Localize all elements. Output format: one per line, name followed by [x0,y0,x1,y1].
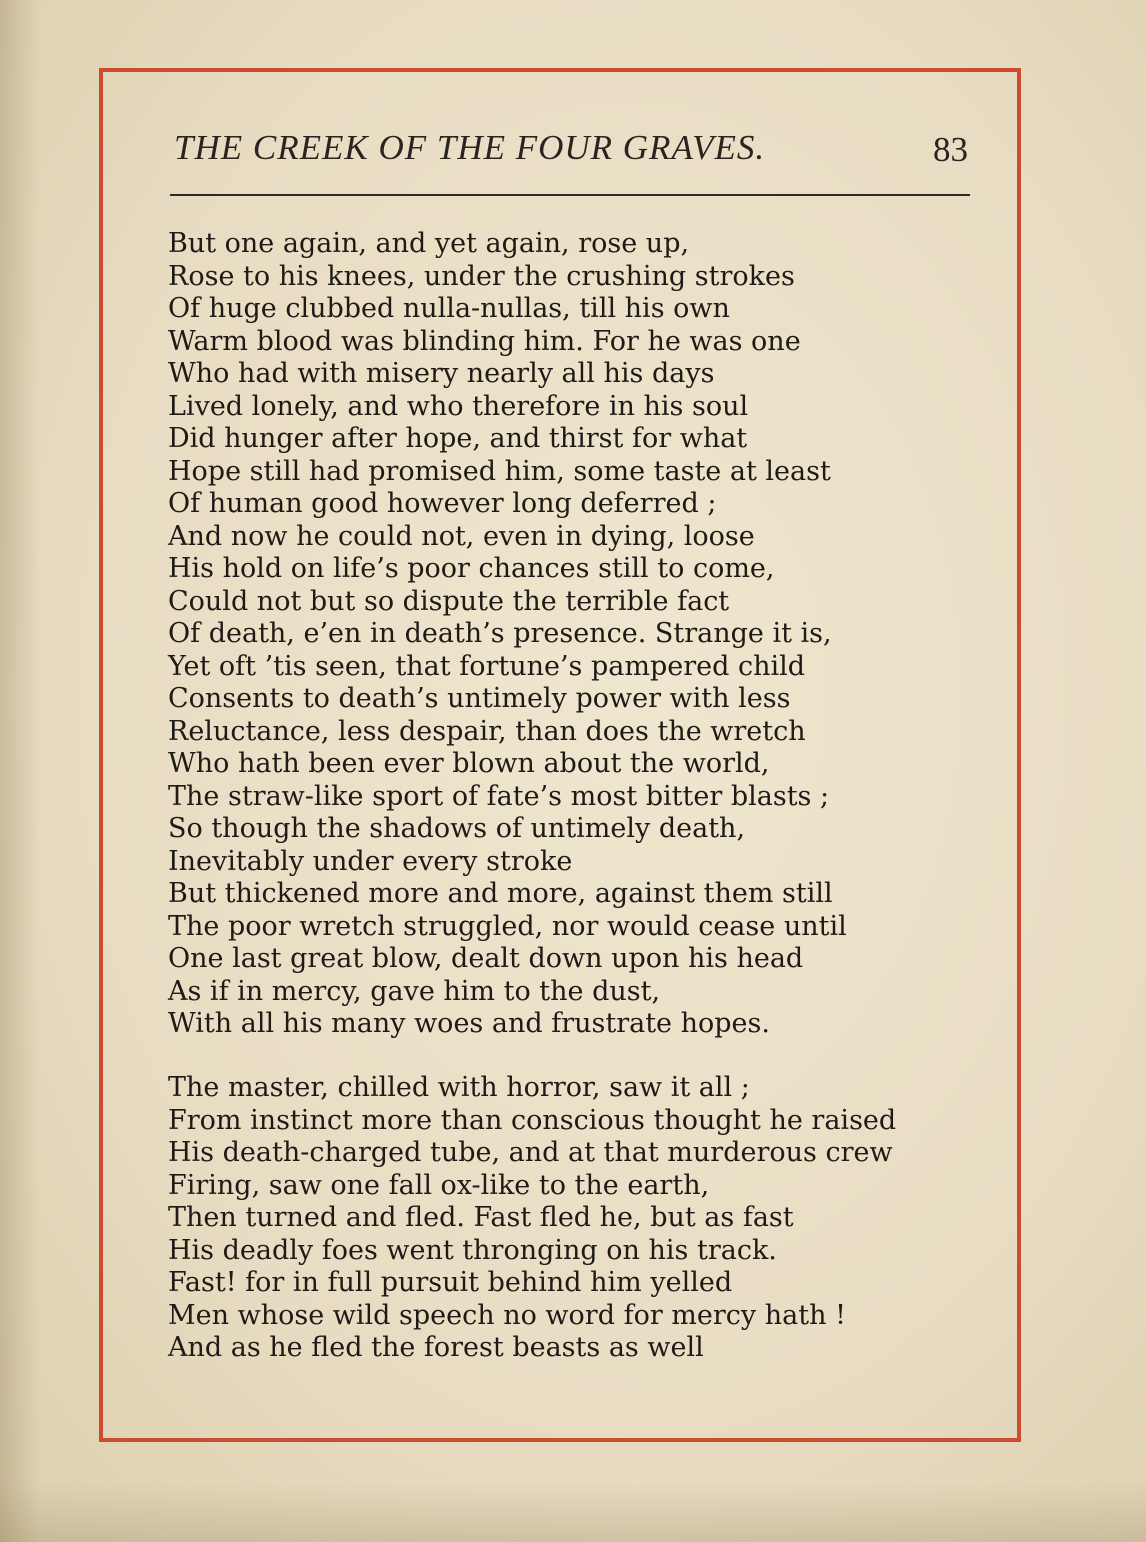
poem-line: Of huge clubbed nulla-nullas, till his own [168,293,730,324]
poem-line: Warm blood was blinding him. For he was one [168,325,801,357]
poem-line: Reluctance, less despair, than does the wretch [168,715,806,747]
poem-line: So though the shadows of untimely death, [168,813,746,844]
poem-line: As if in mercy, gave him to the dust, [168,975,661,1007]
poem-line: But thickened more and more, against them still [168,878,833,909]
poem-line: Who had with misery nearly all his days [168,358,715,389]
poem-line: Lived lonely, and who therefore in his soul [168,390,749,422]
poem-line: Could not but so dispute the terrible fact [168,585,730,617]
poem-line: Then turned and fled. Fast fled he, but as fast [168,1202,794,1233]
poem-line: Yet oft ’tis seen, that fortune’s pampered child [168,650,806,682]
header-rule [170,194,970,196]
poem-line: Consents to death’s untimely power with less [168,683,791,714]
poem-line: Of death, e’en in death’s presence. Strange it is, [168,618,832,649]
page-number: 83 [933,130,968,169]
poem-line: Hope still had promised him, some taste at least [168,455,831,487]
poem-line: But one again, and yet again, rose up, [168,228,690,259]
poem-line: Fast! for in full pursuit behind him yelled [168,1267,733,1298]
poem-line: With all his many woes and frustrate hopes. [168,1008,770,1039]
stanza-1 [168,228,847,1041]
poem-line: Inevitably under every stroke [168,845,573,877]
running-head-title: THE CREEK OF THE FOUR GRAVES. [174,128,766,167]
poem-line: The poor wretch struggled, nor would cease until [168,910,847,942]
page-bottom-shadow [0,1482,1146,1542]
poem-line: One last great blow, dealt down upon his head [168,943,804,974]
poem-line: Rose to his knees, under the crushing strokes [168,260,795,292]
poem-line: Who hath been ever blown about the world, [168,748,770,779]
stanza-2 [168,1072,896,1365]
poem-line: Men whose wild speech no word for mercy hath ! [168,1299,846,1331]
poem-line: And as he fled the forest beasts as well [168,1332,704,1363]
poem-line: His death-charged tube, and at that murderous crew [168,1137,893,1168]
poem-line: Of human good however long deferred ; [168,488,717,519]
poem-line: And now he could not, even in dying, loose [168,520,755,552]
poem-line: From instinct more than conscious thought he raised [168,1104,897,1136]
running-head [170,122,970,172]
poem-line: His hold on life’s poor chances still to come, [168,553,775,584]
page-gutter-shadow [0,0,40,1542]
poem-line: The master, chilled with horror, saw it all ; [168,1072,750,1103]
poem-line: Did hunger after hope, and thirst for what [168,423,748,454]
poem-line: Firing, saw one fall ox-like to the earth, [168,1169,710,1201]
poem-line: His deadly foes went thronging on his track. [168,1234,777,1266]
poem-line: The straw-like sport of fate’s most bitter blasts ; [168,780,830,812]
